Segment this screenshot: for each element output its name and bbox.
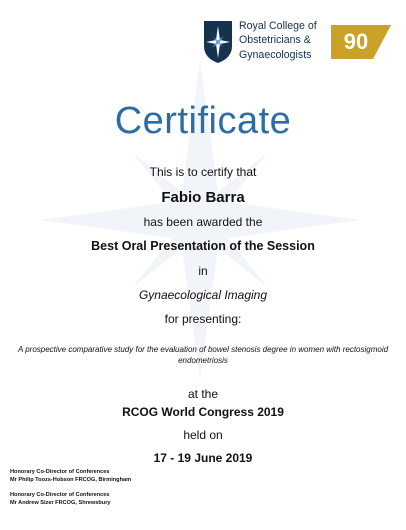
signatory-1 (10, 469, 131, 484)
session-name: Gynaecological Imaging (138, 288, 268, 302)
shield-star-icon (203, 20, 233, 64)
signatory-name: Mr Philip Toozs-Hobson FRCOG, Birmingham (10, 476, 132, 483)
logo-line-2: Obstetricians & (239, 34, 311, 47)
for-presenting-text: for presenting: (164, 312, 242, 326)
presentation-title: A prospective comparative study for the evaluation of bowel stenosis degree in women with rectosigmoid endometriosis (17, 345, 389, 365)
event-dates: 17 - 19 June 2019 (153, 451, 253, 465)
at-text: at the (187, 387, 219, 401)
signatory-name: Mr Andrew Sizer FRCOG, Shrewsbury (10, 499, 111, 506)
recipient-name: Fabio Barra (161, 189, 245, 206)
award-name: Best Oral Presentation of the Session (91, 239, 315, 253)
awarded-text: has been awarded the (143, 215, 263, 229)
logo-line-1: Royal College of (239, 20, 317, 32)
anniversary-number: 90 (343, 29, 369, 54)
rcog-logo (203, 18, 389, 66)
signatory-2 (10, 492, 111, 507)
event-name: RCOG World Congress 2019 (122, 405, 284, 419)
intro-text: This is to certify that (149, 165, 257, 179)
certificate-title: Certificate (114, 100, 292, 142)
signatory-role: Honorary Co-Director of Conferences (10, 469, 110, 475)
logo-line-3: Gynaecologists (239, 48, 312, 61)
held-on-text: held on (183, 428, 223, 442)
in-text: in (198, 264, 208, 278)
signatory-role: Honorary Co-Director of Conferences (10, 492, 110, 498)
